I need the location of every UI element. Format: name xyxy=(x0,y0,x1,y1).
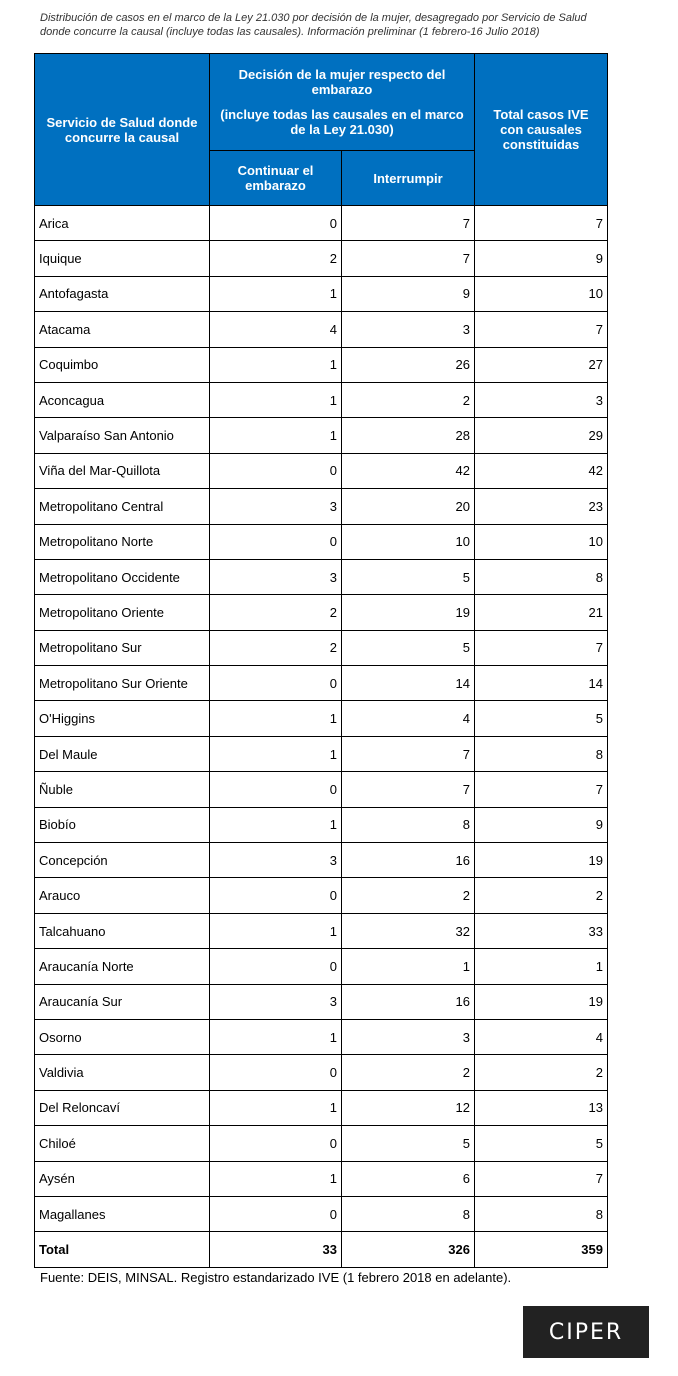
total-cell: 7 xyxy=(475,772,608,807)
total-cell: 2 xyxy=(475,1055,608,1090)
table-caption: Distribución de casos en el marco de la Ley 21.030 por decisión de la mujer, desagregado por Servicio de Salud donde concurre la causal (incluye todas las causales). Información preliminar (1 febrero-16 Julio 2018) xyxy=(40,12,587,38)
table-row xyxy=(35,984,608,1019)
total-cell: 9 xyxy=(475,241,608,276)
total-cell: 13 xyxy=(475,1090,608,1125)
service-cell: Chiloé xyxy=(35,1126,210,1161)
service-cell: Metropolitano Sur xyxy=(35,630,210,665)
continue-cell: 1 xyxy=(210,913,342,948)
table-row xyxy=(35,843,608,878)
service-cell: Arica xyxy=(35,206,210,241)
continue-cell: 0 xyxy=(210,1126,342,1161)
total-row xyxy=(35,1232,608,1267)
continue-cell: 0 xyxy=(210,1196,342,1231)
interrupt-cell: 28 xyxy=(342,418,475,453)
service-cell: Total xyxy=(35,1232,210,1267)
total-cell: 4 xyxy=(475,1019,608,1054)
interrupt-cell: 2 xyxy=(342,878,475,913)
interrupt-cell: 42 xyxy=(342,453,475,488)
continue-cell: 1 xyxy=(210,1161,342,1196)
interrupt-cell: 16 xyxy=(342,843,475,878)
table-row xyxy=(35,312,608,347)
service-cell: Iquique xyxy=(35,241,210,276)
continue-cell: 1 xyxy=(210,1090,342,1125)
total-cell: 359 xyxy=(475,1232,608,1267)
table-row xyxy=(35,595,608,630)
table-row xyxy=(35,949,608,984)
service-cell: Metropolitano Norte xyxy=(35,524,210,559)
total-cell: 7 xyxy=(475,1161,608,1196)
table-row xyxy=(35,772,608,807)
header-decision-subtitle: (incluye todas las causales en el marco de la Ley 21.030) xyxy=(220,107,464,137)
total-cell: 1 xyxy=(475,949,608,984)
service-cell: Talcahuano xyxy=(35,913,210,948)
interrupt-cell: 2 xyxy=(342,382,475,417)
table-row xyxy=(35,1126,608,1161)
continue-cell: 3 xyxy=(210,984,342,1019)
table-row xyxy=(35,913,608,948)
interrupt-cell: 4 xyxy=(342,701,475,736)
continue-cell: 1 xyxy=(210,807,342,842)
interrupt-cell: 8 xyxy=(342,807,475,842)
table-row xyxy=(35,1090,608,1125)
interrupt-cell: 7 xyxy=(342,241,475,276)
continue-cell: 3 xyxy=(210,489,342,524)
interrupt-cell: 326 xyxy=(342,1232,475,1267)
table-row xyxy=(35,630,608,665)
interrupt-cell: 26 xyxy=(342,347,475,382)
service-cell: Del Maule xyxy=(35,736,210,771)
continue-cell: 1 xyxy=(210,736,342,771)
service-cell: Araucanía Sur xyxy=(35,984,210,1019)
total-cell: 5 xyxy=(475,701,608,736)
continue-cell: 1 xyxy=(210,1019,342,1054)
header-interrupt: Interrumpir xyxy=(342,151,475,206)
total-cell: 29 xyxy=(475,418,608,453)
interrupt-cell: 3 xyxy=(342,1019,475,1054)
service-cell: Biobío xyxy=(35,807,210,842)
table-row xyxy=(35,524,608,559)
interrupt-cell: 7 xyxy=(342,772,475,807)
interrupt-cell: 16 xyxy=(342,984,475,1019)
source-note: Fuente: DEIS, MINSAL. Registro estandarizado IVE (1 febrero 2018 en adelante). xyxy=(40,1270,512,1285)
interrupt-cell: 7 xyxy=(342,736,475,771)
service-cell: Valparaíso San Antonio xyxy=(35,418,210,453)
total-cell: 27 xyxy=(475,347,608,382)
total-cell: 8 xyxy=(475,1196,608,1231)
total-cell: 19 xyxy=(475,984,608,1019)
header-decision-title: Decisión de la mujer respecto del embarazo xyxy=(238,67,446,97)
table-row xyxy=(35,241,608,276)
table-row xyxy=(35,276,608,311)
table-row xyxy=(35,418,608,453)
interrupt-cell: 10 xyxy=(342,524,475,559)
interrupt-cell: 5 xyxy=(342,559,475,594)
interrupt-cell: 5 xyxy=(342,1126,475,1161)
total-cell: 5 xyxy=(475,1126,608,1161)
header-total: Total casos IVE con causales constituidas xyxy=(475,54,608,206)
total-cell: 7 xyxy=(475,312,608,347)
table-row xyxy=(35,206,608,241)
continue-cell: 33 xyxy=(210,1232,342,1267)
interrupt-cell: 2 xyxy=(342,1055,475,1090)
interrupt-cell: 7 xyxy=(342,206,475,241)
service-cell: Metropolitano Oriente xyxy=(35,595,210,630)
continue-cell: 0 xyxy=(210,878,342,913)
service-cell: Del Reloncaví xyxy=(35,1090,210,1125)
continue-cell: 2 xyxy=(210,595,342,630)
continue-cell: 0 xyxy=(210,524,342,559)
continue-cell: 0 xyxy=(210,772,342,807)
service-cell: Magallanes xyxy=(35,1196,210,1231)
interrupt-cell: 8 xyxy=(342,1196,475,1231)
continue-cell: 0 xyxy=(210,206,342,241)
interrupt-cell: 9 xyxy=(342,276,475,311)
continue-cell: 1 xyxy=(210,701,342,736)
total-cell: 8 xyxy=(475,736,608,771)
table-row xyxy=(35,1055,608,1090)
service-cell: Osorno xyxy=(35,1019,210,1054)
table-row xyxy=(35,736,608,771)
table-row xyxy=(35,1196,608,1231)
service-cell: Metropolitano Central xyxy=(35,489,210,524)
interrupt-cell: 20 xyxy=(342,489,475,524)
ive-cases-table xyxy=(34,53,608,1268)
table-row xyxy=(35,489,608,524)
total-cell: 8 xyxy=(475,559,608,594)
interrupt-cell: 5 xyxy=(342,630,475,665)
service-cell: Aysén xyxy=(35,1161,210,1196)
continue-cell: 3 xyxy=(210,559,342,594)
table-row xyxy=(35,382,608,417)
total-cell: 9 xyxy=(475,807,608,842)
service-cell: O'Higgins xyxy=(35,701,210,736)
service-cell: Araucanía Norte xyxy=(35,949,210,984)
service-cell: Ñuble xyxy=(35,772,210,807)
interrupt-cell: 14 xyxy=(342,666,475,701)
total-cell: 10 xyxy=(475,276,608,311)
total-cell: 7 xyxy=(475,206,608,241)
table-row xyxy=(35,559,608,594)
service-cell: Antofagasta xyxy=(35,276,210,311)
continue-cell: 0 xyxy=(210,949,342,984)
service-cell: Metropolitano Sur Oriente xyxy=(35,666,210,701)
continue-cell: 4 xyxy=(210,312,342,347)
continue-cell: 3 xyxy=(210,843,342,878)
total-cell: 14 xyxy=(475,666,608,701)
total-cell: 7 xyxy=(475,630,608,665)
service-cell: Atacama xyxy=(35,312,210,347)
total-cell: 2 xyxy=(475,878,608,913)
total-cell: 21 xyxy=(475,595,608,630)
table-row xyxy=(35,807,608,842)
table-row xyxy=(35,1161,608,1196)
total-cell: 33 xyxy=(475,913,608,948)
continue-cell: 1 xyxy=(210,347,342,382)
header-continue: Continuar el embarazo xyxy=(210,151,342,206)
table-row xyxy=(35,878,608,913)
table-row xyxy=(35,453,608,488)
service-cell: Arauco xyxy=(35,878,210,913)
table-row xyxy=(35,347,608,382)
table-body xyxy=(35,206,608,1268)
continue-cell: 1 xyxy=(210,276,342,311)
service-cell: Metropolitano Occidente xyxy=(35,559,210,594)
header-service: Servicio de Salud donde concurre la causal xyxy=(35,54,210,206)
continue-cell: 1 xyxy=(210,382,342,417)
table-row xyxy=(35,701,608,736)
total-cell: 42 xyxy=(475,453,608,488)
service-cell: Coquimbo xyxy=(35,347,210,382)
header-decision xyxy=(210,54,475,151)
ciper-logo: CIPER xyxy=(523,1306,649,1358)
service-cell: Concepción xyxy=(35,843,210,878)
service-cell: Valdivia xyxy=(35,1055,210,1090)
table-row xyxy=(35,666,608,701)
continue-cell: 2 xyxy=(210,241,342,276)
total-cell: 23 xyxy=(475,489,608,524)
continue-cell: 0 xyxy=(210,666,342,701)
interrupt-cell: 6 xyxy=(342,1161,475,1196)
total-cell: 3 xyxy=(475,382,608,417)
total-cell: 19 xyxy=(475,843,608,878)
interrupt-cell: 1 xyxy=(342,949,475,984)
continue-cell: 2 xyxy=(210,630,342,665)
total-cell: 10 xyxy=(475,524,608,559)
table-row xyxy=(35,1019,608,1054)
interrupt-cell: 32 xyxy=(342,913,475,948)
continue-cell: 0 xyxy=(210,1055,342,1090)
interrupt-cell: 12 xyxy=(342,1090,475,1125)
service-cell: Aconcagua xyxy=(35,382,210,417)
interrupt-cell: 3 xyxy=(342,312,475,347)
interrupt-cell: 19 xyxy=(342,595,475,630)
continue-cell: 1 xyxy=(210,418,342,453)
service-cell: Viña del Mar-Quillota xyxy=(35,453,210,488)
continue-cell: 0 xyxy=(210,453,342,488)
